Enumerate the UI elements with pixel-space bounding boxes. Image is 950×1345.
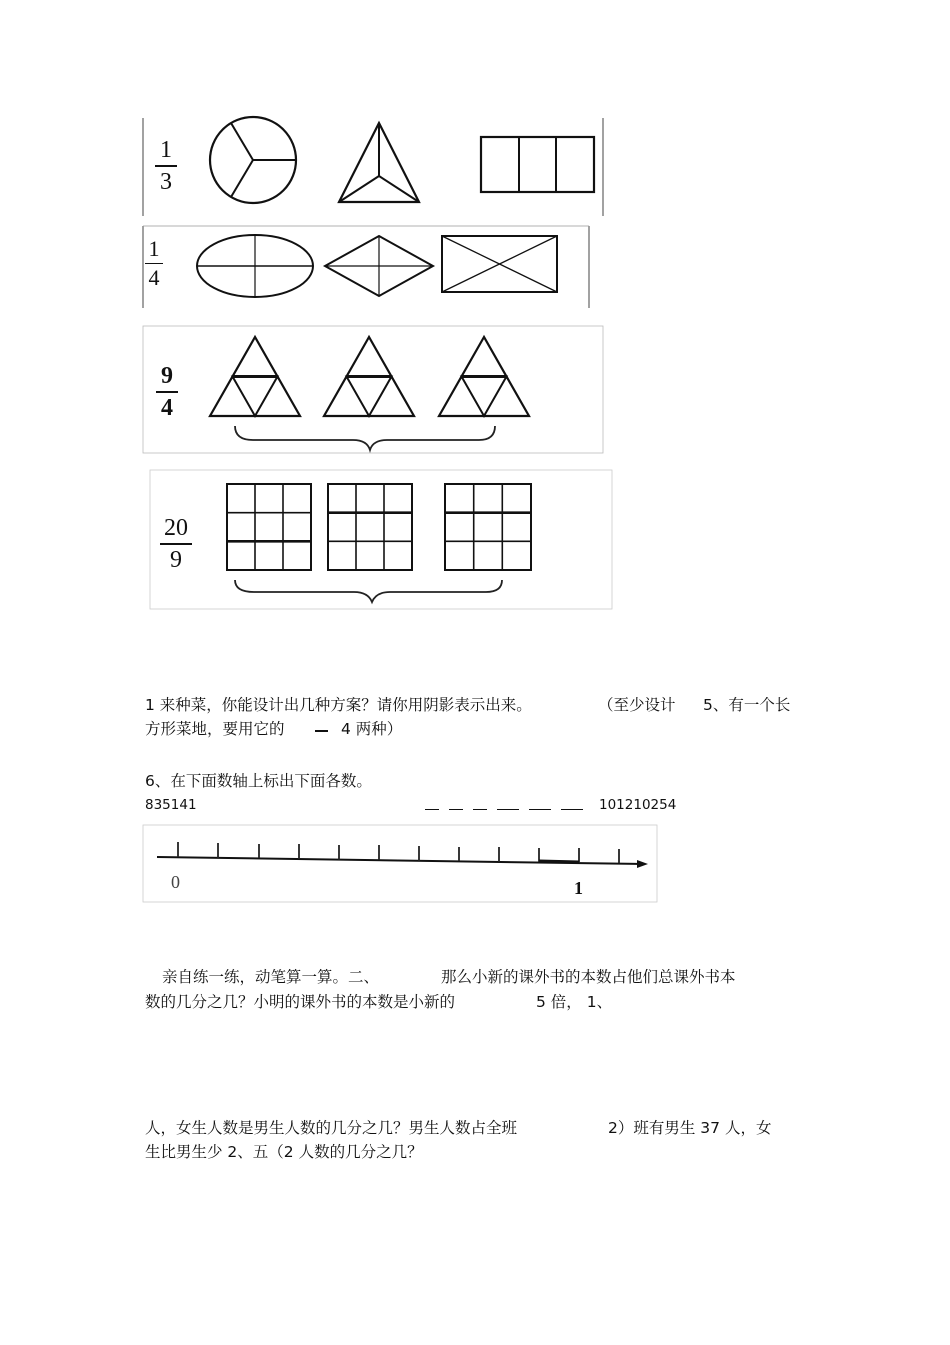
- q6-denominators: 101210254: [599, 797, 677, 813]
- panel-one-quarter: [143, 226, 591, 308]
- part2-line1-b: 那么小新的课外书的本数占他们总课外书本: [441, 968, 736, 986]
- fraction-bar: [155, 165, 177, 167]
- q5-line2-b: 4 两种）: [341, 720, 403, 738]
- part2-line2-b: 5 倍， 1、: [536, 993, 613, 1011]
- fraction-bar: [156, 391, 178, 393]
- fraction-nine-quarters: [156, 364, 178, 420]
- fraction-numerator: 20: [164, 515, 188, 541]
- panel-one-quarter-shapes: [143, 226, 591, 308]
- q5-line1-c: 5、有一个长: [703, 696, 791, 714]
- nine-square-grids: [227, 484, 531, 570]
- part2-line1-a: 亲自练一练，动笔算一算。二、: [162, 968, 380, 986]
- q6-fraction-bars: [425, 793, 590, 815]
- panel-one-third-shapes: [143, 118, 605, 216]
- fraction-denominator: 9: [170, 547, 182, 573]
- fraction-numerator: 1: [148, 236, 160, 261]
- axis-zero-label: 0: [171, 872, 180, 892]
- q6-numerators: 835141: [145, 797, 197, 813]
- fraction-one-third: [155, 138, 177, 194]
- fraction-numerator: 1: [160, 137, 172, 163]
- fraction-bar: [160, 543, 192, 545]
- fraction-bar: [145, 263, 163, 264]
- q5-line2-a: 方形菜地，要用它的: [145, 720, 285, 738]
- q2-line2: 生比男生少 2、五（2 人数的几分之几？: [145, 1143, 423, 1161]
- q5-line1-b: （至少设计: [598, 696, 676, 714]
- fraction-denominator: 4: [161, 395, 173, 421]
- panel-nine-quarters: [143, 326, 605, 454]
- q5-line1-a: 1 来种菜，你能设计出几种方案？请你用阴影表示出来。: [145, 696, 532, 714]
- axis-one-label: 1: [574, 878, 583, 898]
- q2-line1-b: 2）班有男生 37 人，女: [608, 1119, 772, 1137]
- fraction-one-quarter: [145, 238, 163, 289]
- fraction-denominator: 3: [160, 169, 172, 195]
- q6-title: 6、在下面数轴上标出下面各数。: [145, 772, 372, 790]
- q2-line1-a: 人，女生人数是男生人数的几分之几？男生人数占全班: [145, 1119, 518, 1137]
- panel-nine-quarters-shapes: [143, 326, 605, 454]
- panel-twenty-ninths-shapes: [150, 470, 614, 610]
- part2-line2-a: 数的几分之几？小明的课外书的本数是小新的: [145, 993, 456, 1011]
- panel-twenty-ninths: [150, 470, 614, 610]
- fraction-numerator: 9: [161, 363, 173, 389]
- quartered-triangles: [210, 337, 529, 416]
- fraction-denominator: 4: [148, 265, 160, 290]
- number-line: [143, 825, 658, 903]
- q5-fraction-bar: [315, 717, 329, 737]
- fraction-twenty-ninths: [160, 516, 192, 572]
- panel-one-third: [143, 118, 605, 216]
